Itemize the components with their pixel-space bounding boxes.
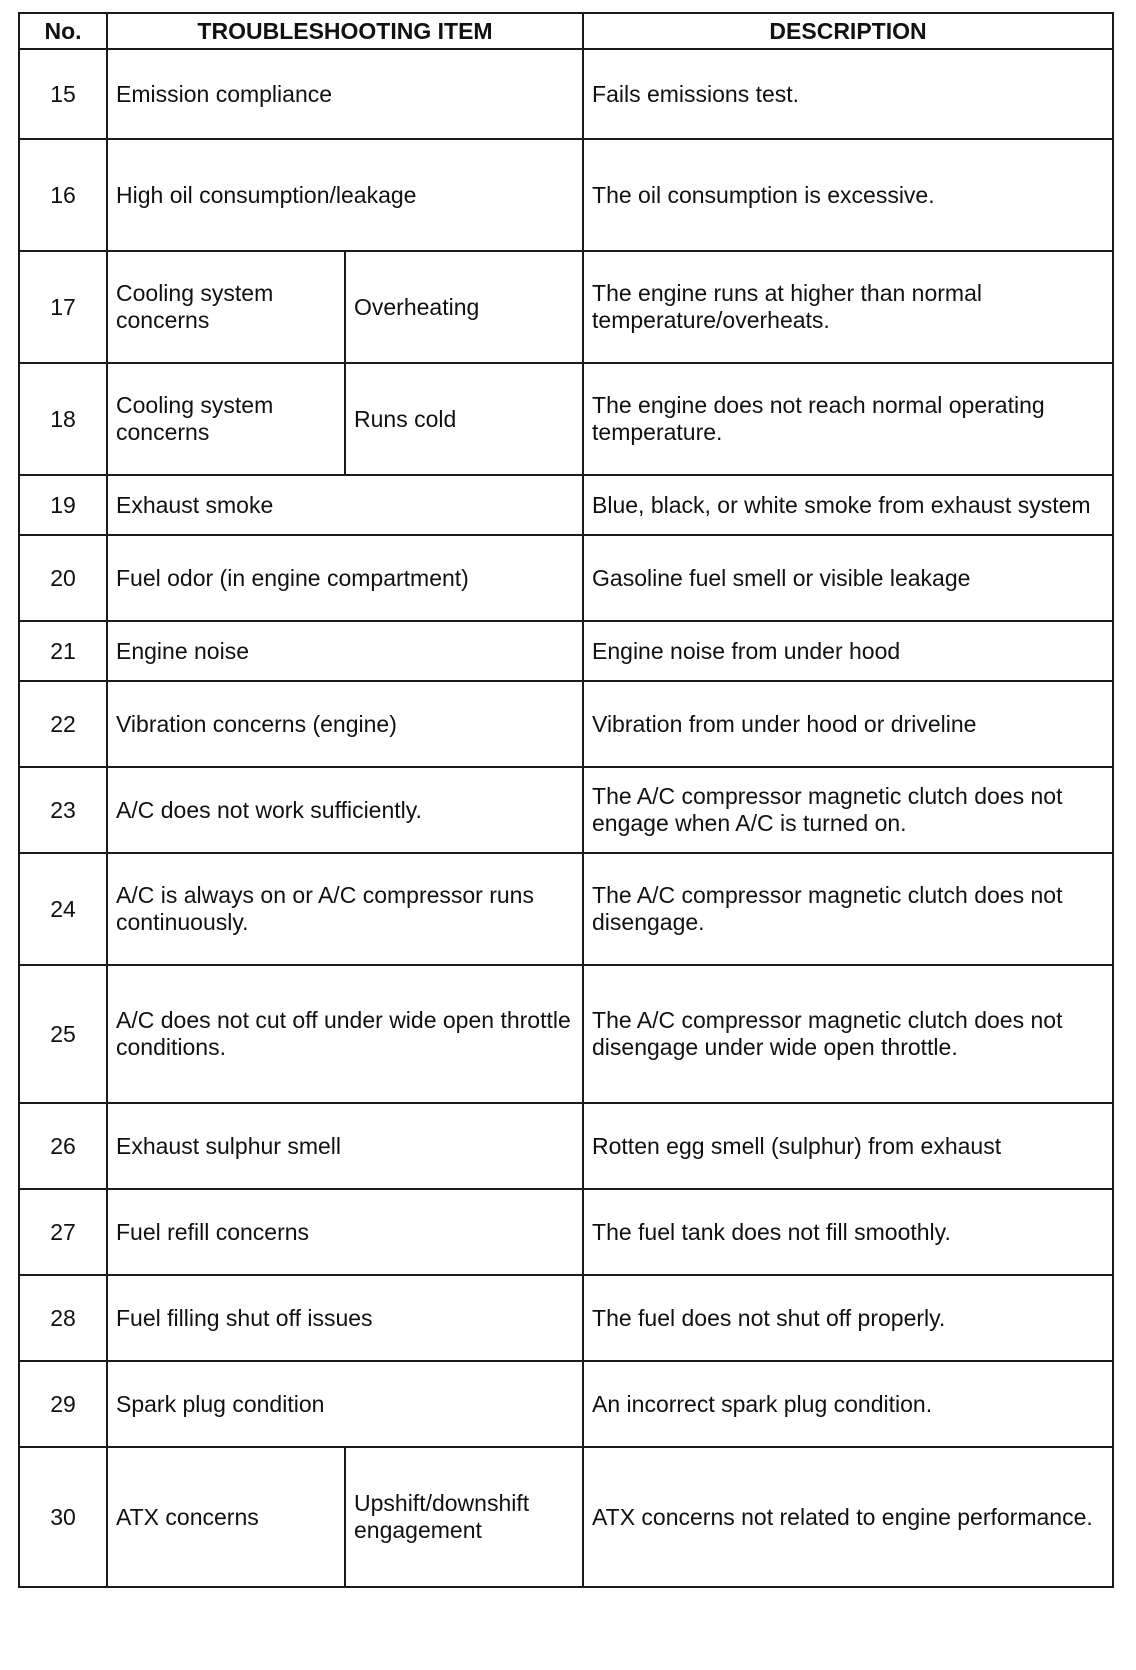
row-number: 19 — [19, 475, 107, 535]
table-row — [19, 1189, 1113, 1275]
troubleshooting-item: Exhaust sulphur smell — [107, 1103, 583, 1189]
troubleshooting-item: ATX concerns — [107, 1447, 345, 1587]
row-number: 26 — [19, 1103, 107, 1189]
description: An incorrect spark plug condition. — [583, 1361, 1113, 1447]
troubleshooting-item: Fuel refill concerns — [107, 1189, 583, 1275]
description: Blue, black, or white smoke from exhaust system — [583, 475, 1113, 535]
header-troubleshooting-item: TROUBLESHOOTING ITEM — [107, 13, 583, 49]
table-row — [19, 621, 1113, 681]
troubleshooting-subitem: Upshift/downshift engagement — [345, 1447, 583, 1587]
row-number: 30 — [19, 1447, 107, 1587]
troubleshooting-item: Cooling system concerns — [107, 363, 345, 475]
table-row — [19, 1447, 1113, 1587]
description: The fuel does not shut off properly. — [583, 1275, 1113, 1361]
table-row — [19, 767, 1113, 853]
row-number: 27 — [19, 1189, 107, 1275]
row-number: 28 — [19, 1275, 107, 1361]
description: The A/C compressor magnetic clutch does not disengage under wide open throttle. — [583, 965, 1113, 1103]
troubleshooting-item: Cooling system concerns — [107, 251, 345, 363]
description: Gasoline fuel smell or visible leakage — [583, 535, 1113, 621]
row-number: 16 — [19, 139, 107, 251]
troubleshooting-item: A/C does not work sufficiently. — [107, 767, 583, 853]
row-number: 15 — [19, 49, 107, 139]
troubleshooting-item: Vibration concerns (engine) — [107, 681, 583, 767]
description: Fails emissions test. — [583, 49, 1113, 139]
table-row — [19, 139, 1113, 251]
table-row — [19, 475, 1113, 535]
description: The oil consumption is excessive. — [583, 139, 1113, 251]
troubleshooting-item: High oil consumption/leakage — [107, 139, 583, 251]
description: Vibration from under hood or driveline — [583, 681, 1113, 767]
table-row — [19, 681, 1113, 767]
header-no: No. — [19, 13, 107, 49]
table-header-row — [19, 13, 1113, 49]
row-number: 21 — [19, 621, 107, 681]
table-row — [19, 965, 1113, 1103]
troubleshooting-item: Engine noise — [107, 621, 583, 681]
row-number: 20 — [19, 535, 107, 621]
row-number: 29 — [19, 1361, 107, 1447]
table-row — [19, 251, 1113, 363]
table-row — [19, 853, 1113, 965]
description: The fuel tank does not fill smoothly. — [583, 1189, 1113, 1275]
row-number: 24 — [19, 853, 107, 965]
row-number: 18 — [19, 363, 107, 475]
troubleshooting-table — [18, 12, 1114, 1588]
header-description: DESCRIPTION — [583, 13, 1113, 49]
troubleshooting-item: Emission compliance — [107, 49, 583, 139]
troubleshooting-subitem: Runs cold — [345, 363, 583, 475]
row-number: 23 — [19, 767, 107, 853]
description: The A/C compressor magnetic clutch does not engage when A/C is turned on. — [583, 767, 1113, 853]
description: Engine noise from under hood — [583, 621, 1113, 681]
troubleshooting-item: Fuel filling shut off issues — [107, 1275, 583, 1361]
table-row — [19, 535, 1113, 621]
row-number: 25 — [19, 965, 107, 1103]
table-row — [19, 1361, 1113, 1447]
description: ATX concerns not related to engine performance. — [583, 1447, 1113, 1587]
table-row — [19, 49, 1113, 139]
description: The engine runs at higher than normal temperature/overheats. — [583, 251, 1113, 363]
table-row — [19, 1275, 1113, 1361]
description: The A/C compressor magnetic clutch does not disengage. — [583, 853, 1113, 965]
troubleshooting-item: A/C does not cut off under wide open throttle conditions. — [107, 965, 583, 1103]
table-row — [19, 363, 1113, 475]
description: The engine does not reach normal operating temperature. — [583, 363, 1113, 475]
troubleshooting-item: Fuel odor (in engine compartment) — [107, 535, 583, 621]
description: Rotten egg smell (sulphur) from exhaust — [583, 1103, 1113, 1189]
table-row — [19, 1103, 1113, 1189]
troubleshooting-subitem: Overheating — [345, 251, 583, 363]
row-number: 17 — [19, 251, 107, 363]
troubleshooting-item: A/C is always on or A/C compressor runs continuously. — [107, 853, 583, 965]
row-number: 22 — [19, 681, 107, 767]
troubleshooting-item: Spark plug condition — [107, 1361, 583, 1447]
troubleshooting-item: Exhaust smoke — [107, 475, 583, 535]
